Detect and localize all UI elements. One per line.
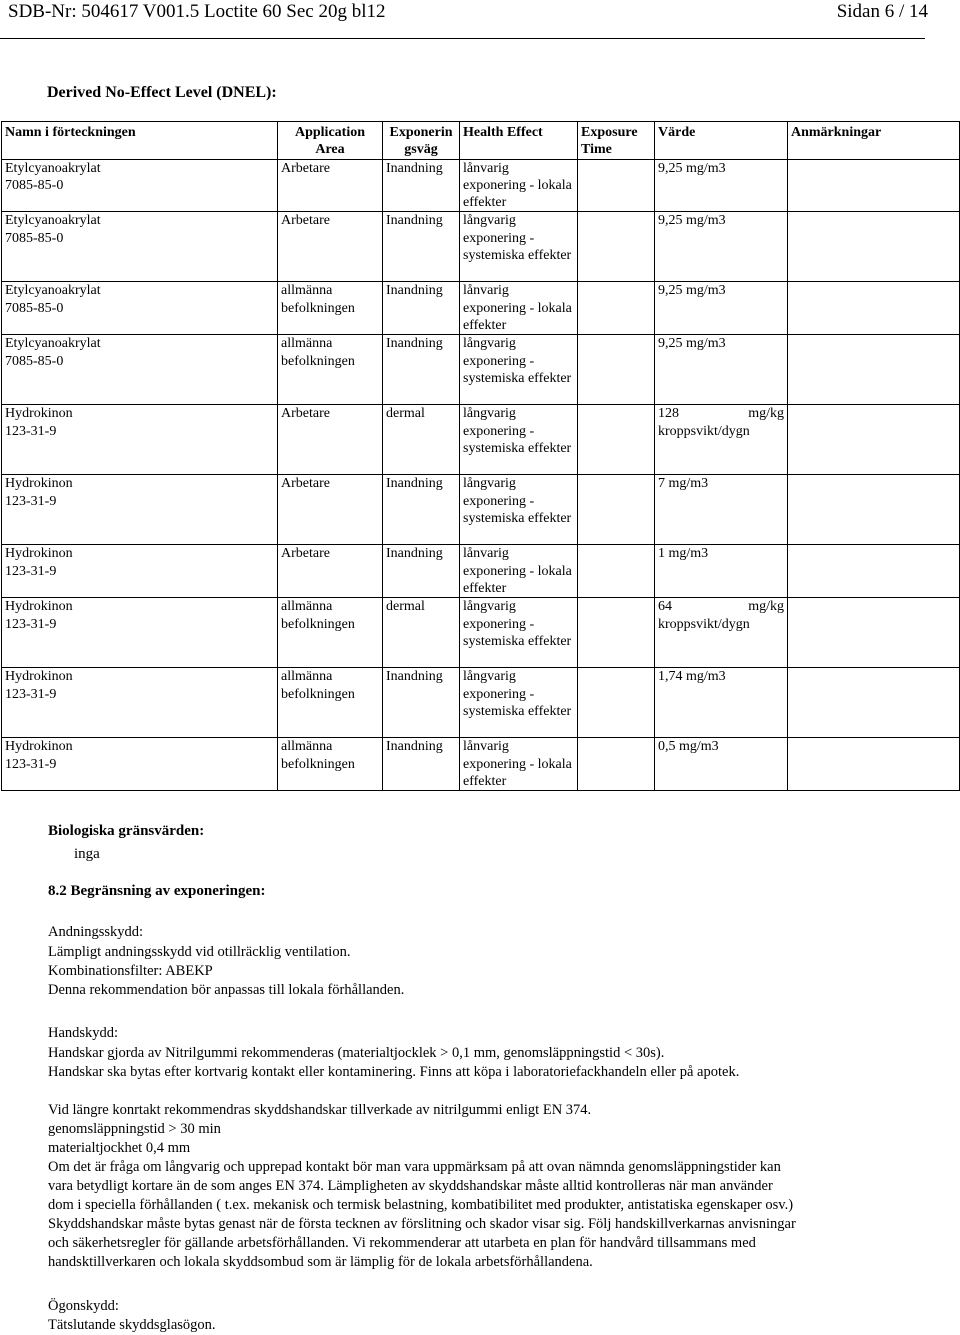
respiratory-line: Denna rekommendation bör anpassas till lokala förhållanden. [48, 982, 405, 998]
exposure-route-cell [383, 738, 460, 791]
exposure-time-cell [578, 159, 655, 212]
health-effect-cell-text: långvarig exponering - systemiska effekter [463, 406, 572, 456]
substance-cell-text: Etylcyanoakrylat [5, 213, 101, 229]
exposure-route-cell-text: Inandning [386, 669, 443, 685]
hand-detail-line: Om det är fråga om långvarig och upprepad kontakt bör man vara uppmärksam på att ovan nämnda genomsläppningstider kan [48, 1159, 781, 1175]
respiratory-text [48, 943, 404, 1000]
health-effect-cell [460, 335, 578, 405]
substance-cell-text: Etylcyanoakrylat [5, 283, 101, 299]
value-number: 64 [658, 599, 672, 615]
substance-cell [2, 738, 278, 791]
notes-cell [788, 159, 960, 212]
exposure-route-cell [383, 668, 460, 738]
notes-cell [788, 738, 960, 791]
exposure-route-cell-text: Inandning [386, 739, 443, 755]
table-row [2, 282, 960, 335]
health-effect-cell-text: lånvarig exponering - lokala effekter [463, 546, 572, 596]
substance-cell [2, 405, 278, 475]
hand-detail-line: Vid längre konrtakt rekommendras skyddshandskar tillverkade av nitrilgummi enligt EN 374. [48, 1102, 592, 1118]
notes-cell [788, 212, 960, 282]
hand-text-details [48, 1101, 796, 1272]
col-header-area: Application Area [278, 122, 383, 160]
substance-cell-text: Etylcyanoakrylat [5, 336, 101, 352]
value-cell [655, 668, 788, 738]
bio-value: inga [74, 846, 100, 862]
application-area-cell [278, 545, 383, 598]
exposure-route-cell [383, 282, 460, 335]
health-effect-cell-text: långvarig exponering - systemiska effekter [463, 599, 572, 649]
substance-cell-text: 7085-85-0 [5, 177, 64, 193]
hand-detail-line: Skyddshandskar måste bytas genast när de första tecknen av förslitning och skador visar sig. Följ handskillverkarnas anvisningar [48, 1216, 796, 1232]
substance-cell-text: 123-31-9 [5, 616, 57, 632]
exposure-route-cell-text: Inandning [386, 283, 443, 299]
value-cell [655, 159, 788, 212]
substance-cell [2, 545, 278, 598]
respiratory-line: Kombinationsfilter: ABEKP [48, 963, 213, 979]
application-area-cell [278, 668, 383, 738]
substance-cell-text: 123-31-9 [5, 686, 57, 702]
value-cell-text: 1,74 mg/m3 [658, 669, 726, 685]
exposure-route-cell-text: Inandning [386, 213, 443, 229]
exposure-route-cell [383, 545, 460, 598]
health-effect-cell-text: lånvarig exponering - lokala effekter [463, 739, 572, 789]
health-effect-cell [460, 475, 578, 545]
exposure-route-cell [383, 212, 460, 282]
application-area-cell [278, 212, 383, 282]
exposure-route-cell [383, 159, 460, 212]
application-area-cell [278, 598, 383, 668]
health-effect-cell-text: lånvarig exponering - lokala effekter [463, 160, 572, 211]
page-number: Sidan 6 / 14 [836, 1, 928, 22]
substance-cell-text: 7085-85-0 [5, 353, 64, 369]
hand-detail-line: dom i speciella förhållanden ( t.ex. mekanisk och termisk belastning, kombatibilitet med produkter, antistatiska egenskaper osv.) [48, 1197, 794, 1213]
value-cell-text: 7 mg/m3 [658, 476, 709, 492]
exposure-time-cell [578, 668, 655, 738]
table-row [2, 598, 960, 668]
exposure-time-cell [578, 738, 655, 791]
exposure-time-cell [578, 405, 655, 475]
application-area-cell-text: Arbetare [281, 406, 330, 422]
substance-cell-text: Hydrokinon [5, 406, 73, 422]
notes-cell [788, 405, 960, 475]
col-header-value: Värde [655, 122, 788, 160]
exposure-route-cell [383, 598, 460, 668]
application-area-cell [278, 475, 383, 545]
value-cell-text: kroppsvikt/dygn [658, 616, 750, 632]
application-area-cell-text: allmänna befolkningen [281, 739, 355, 772]
table-row [2, 668, 960, 738]
hand-label: Handskydd: [48, 1025, 119, 1041]
value-cell-text: 0,5 mg/m3 [658, 739, 719, 755]
exposure-route-cell-text: Inandning [386, 160, 443, 176]
value-cell [655, 405, 788, 475]
hand-line: Handskar gjorda av Nitrilgummi rekommenderas (materialtjocklek > 0,1 mm, genomsläppningstid < 30s). [48, 1045, 665, 1061]
health-effect-cell [460, 668, 578, 738]
substance-cell-text: Etylcyanoakrylat [5, 160, 101, 176]
substance-cell-text: 123-31-9 [5, 423, 57, 439]
application-area-cell-text: Arbetare [281, 213, 330, 229]
value-cell-text [658, 598, 784, 615]
hand-detail-line: handsktillverkaren och lokala skyddsombud som är lämplig för de lokala arbetsförhållandena. [48, 1254, 593, 1270]
application-area-cell [278, 159, 383, 212]
substance-cell [2, 668, 278, 738]
value-cell-text: 1 mg/m3 [658, 546, 709, 562]
substance-cell [2, 159, 278, 212]
health-effect-cell-text: långvarig exponering - systemiska effekter [463, 213, 572, 264]
exposure-route-cell-text: dermal [386, 599, 425, 615]
hand-line: Handskar ska bytas efter kortvarig kontakt eller kontaminering. Finns att köpa i laboratoriefackhandeln eller på apotek. [48, 1064, 740, 1080]
substance-cell-text: 7085-85-0 [5, 300, 64, 316]
exposure-time-cell [578, 598, 655, 668]
exposure-time-cell [578, 282, 655, 335]
exposure-time-cell [578, 545, 655, 598]
value-cell [655, 212, 788, 282]
substance-cell [2, 282, 278, 335]
health-effect-cell [460, 598, 578, 668]
value-number: 128 [658, 406, 679, 422]
document-id: SDB-Nr: 504617 V001.5 Loctite 60 Sec 20g bl12 [8, 1, 386, 22]
exposure-route-cell [383, 405, 460, 475]
value-unit: mg/kg [748, 599, 784, 615]
table-row [2, 545, 960, 598]
value-cell [655, 335, 788, 405]
health-effect-cell-text: långvarig exponering - systemiska effekter [463, 669, 572, 719]
hand-detail-line: och säkerhetsregler för gällande arbetsförhållanden. Vi rekommenderar att utarbeta en plan för handvård tillsammans med [48, 1235, 756, 1251]
application-area-cell [278, 282, 383, 335]
value-cell [655, 598, 788, 668]
health-effect-cell [460, 212, 578, 282]
substance-cell-text: 123-31-9 [5, 756, 57, 772]
exposure-route-cell [383, 335, 460, 405]
substance-cell-text: 7085-85-0 [5, 230, 64, 246]
health-effect-cell-text: långvarig exponering - systemiska effekter [463, 336, 572, 386]
health-effect-cell-text: långvarig exponering - systemiska effekter [463, 476, 572, 526]
substance-cell-text: Hydrokinon [5, 546, 73, 562]
respiratory-label: Andningsskydd: [48, 924, 144, 940]
notes-cell [788, 475, 960, 545]
page-header [0, 0, 960, 40]
health-effect-cell [460, 282, 578, 335]
dnel-title: Derived No-Effect Level (DNEL): [47, 84, 277, 101]
substance-cell [2, 212, 278, 282]
dnel-table [1, 121, 960, 791]
value-cell-text: kroppsvikt/dygn [658, 423, 750, 439]
application-area-cell-text: allmänna befolkningen [281, 283, 355, 316]
application-area-cell [278, 738, 383, 791]
exposure-route-cell-text: dermal [386, 406, 425, 422]
col-header-time: Exposure Time [578, 122, 655, 160]
eye-text: Tätslutande skyddsglasögon. [48, 1317, 216, 1333]
table-header-row [2, 122, 960, 160]
value-cell [655, 475, 788, 545]
health-effect-cell [460, 738, 578, 791]
substance-cell-text: Hydrokinon [5, 476, 73, 492]
notes-cell [788, 282, 960, 335]
application-area-cell [278, 335, 383, 405]
value-cell-text: 9,25 mg/m3 [658, 336, 726, 352]
exposure-route-cell [383, 475, 460, 545]
col-header-notes: Anmärkningar [788, 122, 960, 160]
exposure-route-cell-text: Inandning [386, 336, 443, 352]
value-cell-text [658, 405, 784, 422]
health-effect-cell [460, 405, 578, 475]
table-row [2, 212, 960, 282]
col-header-route: Exponerin gsväg [383, 122, 460, 160]
value-cell-text: 9,25 mg/m3 [658, 283, 726, 299]
respiratory-line: Lämpligt andningsskydd vid otillräcklig ventilation. [48, 944, 351, 960]
application-area-cell-text: allmänna befolkningen [281, 669, 355, 702]
health-effect-cell-text: lånvarig exponering - lokala effekter [463, 283, 572, 334]
exposure-time-cell [578, 212, 655, 282]
col-header-name: Namn i förteckningen [2, 122, 278, 160]
substance-cell [2, 598, 278, 668]
exposure-time-cell [578, 475, 655, 545]
application-area-cell-text: Arbetare [281, 546, 330, 562]
value-cell-text: 9,25 mg/m3 [658, 213, 726, 229]
health-effect-cell [460, 159, 578, 212]
bio-title: Biologiska gränsvärden: [48, 823, 205, 839]
table-row [2, 405, 960, 475]
hand-detail-line: genomsläppningstid > 30 min [48, 1121, 221, 1137]
notes-cell [788, 598, 960, 668]
table-row [2, 159, 960, 212]
header-divider [0, 38, 925, 39]
section-8-2-title: 8.2 Begränsning av exponeringen: [48, 883, 266, 899]
hand-text [48, 1044, 739, 1082]
substance-cell-text: Hydrokinon [5, 599, 73, 615]
exposure-time-cell [578, 335, 655, 405]
substance-cell-text: Hydrokinon [5, 669, 73, 685]
application-area-cell-text: allmänna befolkningen [281, 336, 355, 369]
notes-cell [788, 545, 960, 598]
application-area-cell [278, 405, 383, 475]
table-row [2, 738, 960, 791]
substance-cell-text: 123-31-9 [5, 493, 57, 509]
value-cell [655, 545, 788, 598]
substance-cell [2, 475, 278, 545]
value-cell [655, 282, 788, 335]
exposure-route-cell-text: Inandning [386, 476, 443, 492]
exposure-route-cell-text: Inandning [386, 546, 443, 562]
table-row [2, 335, 960, 405]
substance-cell [2, 335, 278, 405]
application-area-cell-text: allmänna befolkningen [281, 599, 355, 632]
notes-cell [788, 335, 960, 405]
col-header-effect: Health Effect [460, 122, 578, 160]
value-cell [655, 738, 788, 791]
application-area-cell-text: Arbetare [281, 160, 330, 176]
value-unit: mg/kg [748, 406, 784, 422]
eye-label: Ögonskydd: [48, 1298, 119, 1314]
notes-cell [788, 668, 960, 738]
table-row [2, 475, 960, 545]
application-area-cell-text: Arbetare [281, 476, 330, 492]
substance-cell-text: 123-31-9 [5, 563, 57, 579]
health-effect-cell [460, 545, 578, 598]
value-cell-text: 9,25 mg/m3 [658, 160, 726, 176]
substance-cell-text: Hydrokinon [5, 739, 73, 755]
hand-detail-line: vara betydligt kortare än de som anges EN 374. Lämpligheten av skyddshandskar måste alltid kontrolleras när man använder [48, 1178, 773, 1194]
hand-detail-line: materialtjockhet 0,4 mm [48, 1140, 191, 1156]
